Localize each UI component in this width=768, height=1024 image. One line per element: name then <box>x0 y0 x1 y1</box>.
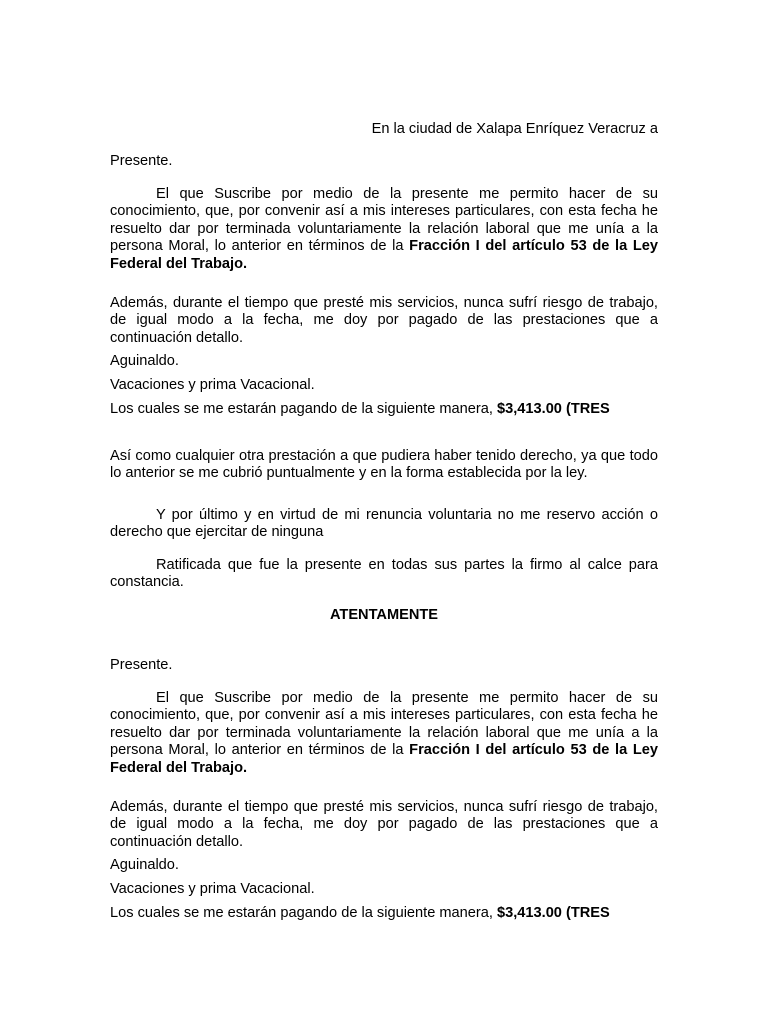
payment-text: Los cuales se me estarán pagando de la siguiente manera, <box>110 905 493 921</box>
paragraph-no-claims: Y por último y en virtud de mi renuncia voluntaria no me reservo acción o derecho que ejercitar de ninguna <box>110 507 658 541</box>
paragraph-no-risk: Además, durante el tiempo que presté mis servicios, nunca sufrí riesgo de trabajo, de igual modo a la fecha, me doy por pagado de las prestaciones que a continuación detallo. <box>110 799 658 850</box>
paragraph-ratification: Ratificada que fue la presente en todas sus partes la firmo al calce para constancia. <box>110 557 658 591</box>
payment-amount: $3,413.00 (TRES <box>497 401 610 417</box>
salutation: Presente. <box>110 657 173 673</box>
payment-amount: $3,413.00 (TRES <box>497 905 610 921</box>
paragraph-text: El que Suscribe por medio de la presente me permito hacer de su conocimiento, que, por convenir así a mis intereses particulares, con esta fecha he resuelto dar por terminada voluntariamente la relación laboral que me unía a la persona Moral, lo anterior en términos de la <box>110 690 658 759</box>
payment-line <box>110 401 610 418</box>
list-item: Aguinaldo. <box>110 353 179 369</box>
paragraph-resignation <box>110 186 658 273</box>
payment-text: Los cuales se me estarán pagando de la siguiente manera, <box>110 401 493 417</box>
city-date-line: En la ciudad de Xalapa Enríquez Veracruz a <box>371 121 658 137</box>
paragraph-other-benefits: Así como cualquier otra prestación a que pudiera haber tenido derecho, ya que todo lo anterior se me cubrió puntualmente y en la forma establecida por la ley. <box>110 448 658 482</box>
paragraph-no-risk: Además, durante el tiempo que presté mis servicios, nunca sufrí riesgo de trabajo, de igual modo a la fecha, me doy por pagado de las prestaciones que a continuación detallo. <box>110 295 658 346</box>
list-item: Aguinaldo. <box>110 857 179 873</box>
salutation: Presente. <box>110 153 173 169</box>
payment-line <box>110 905 610 922</box>
paragraph-text: El que Suscribe por medio de la presente me permito hacer de su conocimiento, que, por convenir así a mis intereses particulares, con esta fecha he resuelto dar por terminada voluntariamente la relación laboral que me unía a la persona Moral, lo anterior en términos de la <box>110 186 658 255</box>
legal-reference: Fracción I del artículo 53 de la Ley Federal del Trabajo. <box>110 238 658 272</box>
paragraph-resignation <box>110 690 658 777</box>
list-item: Vacaciones y prima Vacacional. <box>110 881 315 897</box>
closing-heading <box>110 607 658 624</box>
list-item: Vacaciones y prima Vacacional. <box>110 377 315 393</box>
legal-reference: Fracción I del artículo 53 de la Ley Federal del Trabajo. <box>110 742 658 776</box>
closing-text: ATENTAMENTE <box>329 607 439 623</box>
